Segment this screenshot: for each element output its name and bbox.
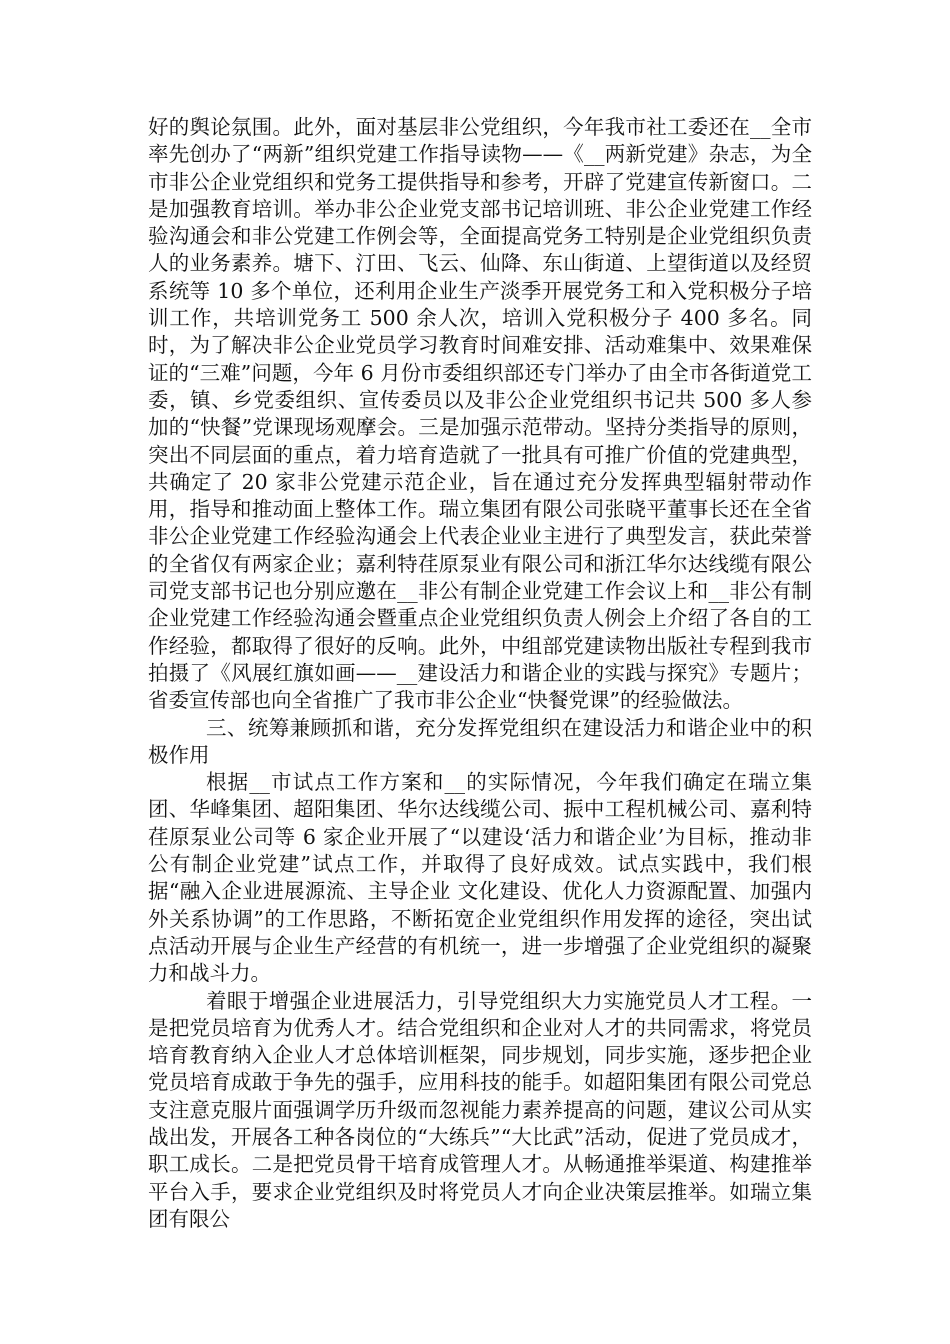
section-heading: 三、统筹兼顾抓和谐，充分发挥党组织在建设活力和谐企业中的积极作用 (148, 715, 812, 767)
paragraph-talent-project: 着眼于增强企业进展活力，引导党组织大力实施党员人才工程。一是把党员培育为优秀人才。结合党组织和企业对人才的共同需求，将党员培育教育纳入企业人才总体培训框架，同步规划，同步实施，逐步把企业党员培育成敢于争先的强手，应用科技的能手。如超阳集团有限公司党总支注意克服片面强调学历升级而忽视能力素养提高的问题，建议公司从实战出发，开展各工种各岗位的“大练兵”“大比武”活动，促进了党员成才，职工成长。二是把党员骨干培育成管理人才。从畅通推举渠道、构建推举平台入手，要求企业党组织及时将党员人才向企业决策层推举。如瑞立集团有限公 (148, 988, 812, 1231)
document-page (148, 114, 812, 1233)
paragraph-pilot-work: 根据__市试点工作方案和__的实际情况，今年我们确定在瑞立集团、华峰集团、超阳集团、华尔达线缆公司、振中工程机械公司、嘉利特荏原泵业公司等 6 家企业开展了“以建设‘活力和谐企业’为目标，推动非公有制企业党建”试点工作，并取得了良好成效。试点实践中，我们根据“融入企业进展源流、主导企业 文化建设、优化人力资源配置、加强内外关系协调”的工作思路，不断拓宽企业党组织作用发挥的途径，突出试点活动开展与企业生产经营的有机统一，进一步增强了企业党组织的凝聚力和战斗力。 (148, 770, 812, 986)
paragraph-continued: 好的舆论氛围。此外，面对基层非公党组织，今年我市社工委还在__全市率先创办了“两新”组织党建工作指导读物——《__两新党建》杂志，为全市非公企业党组织和党务工提供指导和参考，开辟了党建宣传新窗口。二是加强教育培训。举办非公企业党支部书记培训班、非公企业党建工作经验沟通会和非公党建工作例会等，全面提高党务工特别是企业党组织负责人的业务素养。塘下、汀田、飞云、仙降、东山街道、上望街道以及经贸系统等 10 多个单位，还利用企业生产淡季开展党务工和入党积极分子培训工作，共培训党务工 500 余人次，培训入党积极分子 400 多名。同时，为了解决非公企业党员学习教育时间难安排、活动难集中、效果难保证的“三难”问题，今年 6 月份市委组织部还专门举办了由全市各街道党工委，镇、乡党委组织、宣传委员以及非公企业党组织书记共 500 多人参加的“快餐”党课现场观摩会。三是加强示范带动。坚持分类指导的原则，突出不同层面的重点，着力培育造就了一批具有可推广价值的党建典型，共确定了 20 家非公党建示范企业，旨在通过充分发挥典型辐射带动作用，指导和推动面上整体工作。瑞立集团有限公司张晓平董事长还在全省非公企业党建工作经验沟通会上代表企业业主进行了典型发言，获此荣誉的全省仅有两家企业；嘉利特荏原泵业有限公司和浙江华尔达线缆有限公司党支部书记也分别应邀在__非公有制企业党建工作会议上和__非公有制企业党建工作经验沟通会暨重点企业党组织负责人例会上介绍了各自的工作经验，都取得了很好的反响。此外，中组部党建读物出版社专程到我市拍摄了《风展红旗如画——__建设活力和谐企业的实践与探究》专题片；省委宣传部也向全省推广了我市非公企业“快餐党课”的经验做法。 (148, 115, 812, 713)
